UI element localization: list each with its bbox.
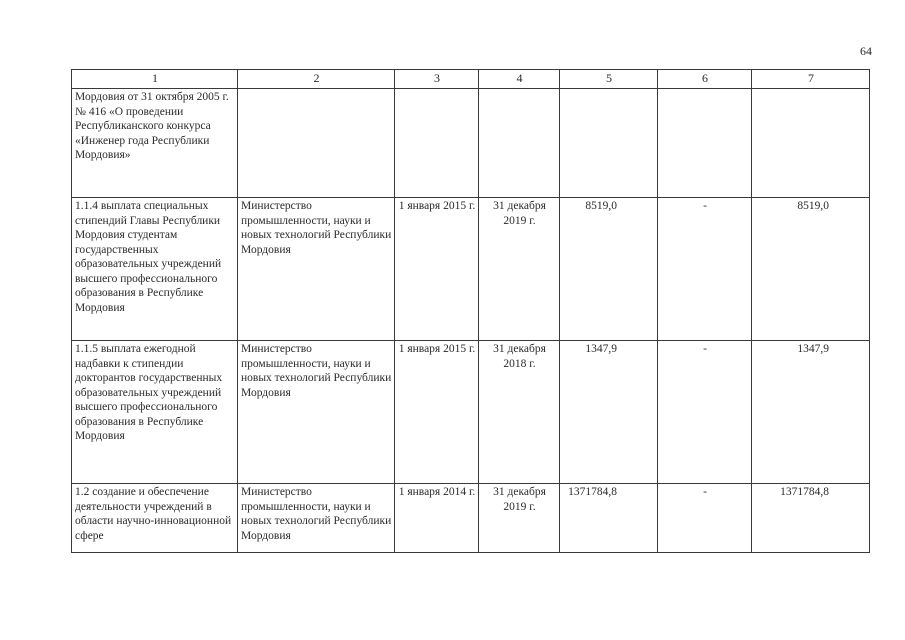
column-7-cell: 1371784,8 <box>752 484 870 553</box>
executor-cell: Министерство промышленности, науки и новых технологий Республики Мордовия <box>238 198 395 341</box>
measure-name-cell: 1.2 создание и обеспечение деятельности учреждений в области научно-инновационной сфере <box>72 484 238 553</box>
measure-name-cell: 1.1.4 выплата специальных стипендий Главы Республики Мордовия студентам государственных образовательных учреждений высшего профессионального образования в Республике Мордовия <box>72 198 238 341</box>
page-number: 64 <box>860 44 872 58</box>
column-6-cell: - <box>658 198 752 341</box>
executor-cell <box>238 89 395 198</box>
column-header: 1 <box>72 70 238 89</box>
column-6-cell: - <box>658 341 752 484</box>
column-6-cell <box>658 89 752 198</box>
start-date-cell: 1 января 2014 г. <box>395 484 479 553</box>
end-date-cell: 31 декабря 2018 г. <box>479 341 560 484</box>
column-header: 3 <box>395 70 479 89</box>
table-row <box>72 198 870 341</box>
column-header: 2 <box>238 70 395 89</box>
table-header-row <box>72 70 870 89</box>
total-amount-cell: 1347,9 <box>560 341 658 484</box>
column-7-cell: 1347,9 <box>752 341 870 484</box>
start-date-cell <box>395 89 479 198</box>
column-header: 5 <box>560 70 658 89</box>
executor-cell: Министерство промышленности, науки и новых технологий Республики Мордовия <box>238 484 395 553</box>
start-date-cell: 1 января 2015 г. <box>395 198 479 341</box>
end-date-cell <box>479 89 560 198</box>
end-date-cell: 31 декабря 2019 г. <box>479 484 560 553</box>
end-date-cell: 31 декабря 2019 г. <box>479 198 560 341</box>
total-amount-cell: 1371784,8 <box>560 484 658 553</box>
total-amount-cell: 8519,0 <box>560 198 658 341</box>
column-7-cell: 8519,0 <box>752 198 870 341</box>
column-header: 6 <box>658 70 752 89</box>
program-table <box>71 69 870 553</box>
total-amount-cell <box>560 89 658 198</box>
table-row <box>72 89 870 198</box>
column-header: 7 <box>752 70 870 89</box>
start-date-cell: 1 января 2015 г. <box>395 341 479 484</box>
column-header: 4 <box>479 70 560 89</box>
column-6-cell: - <box>658 484 752 553</box>
table-row <box>72 484 870 553</box>
table-row <box>72 341 870 484</box>
executor-cell: Министерство промышленности, науки и новых технологий Республики Мордовия <box>238 341 395 484</box>
column-7-cell <box>752 89 870 198</box>
measure-name-cell: 1.1.5 выплата ежегодной надбавки к стипендии докторантов государственных образовательных учреждений высшего профессионального образования в Республике Мордовия <box>72 341 238 484</box>
measure-name-cell: Мордовия от 31 октября 2005 г. № 416 «О проведении Республиканского конкурса «Инженер года Республики Мордовия» <box>72 89 238 198</box>
